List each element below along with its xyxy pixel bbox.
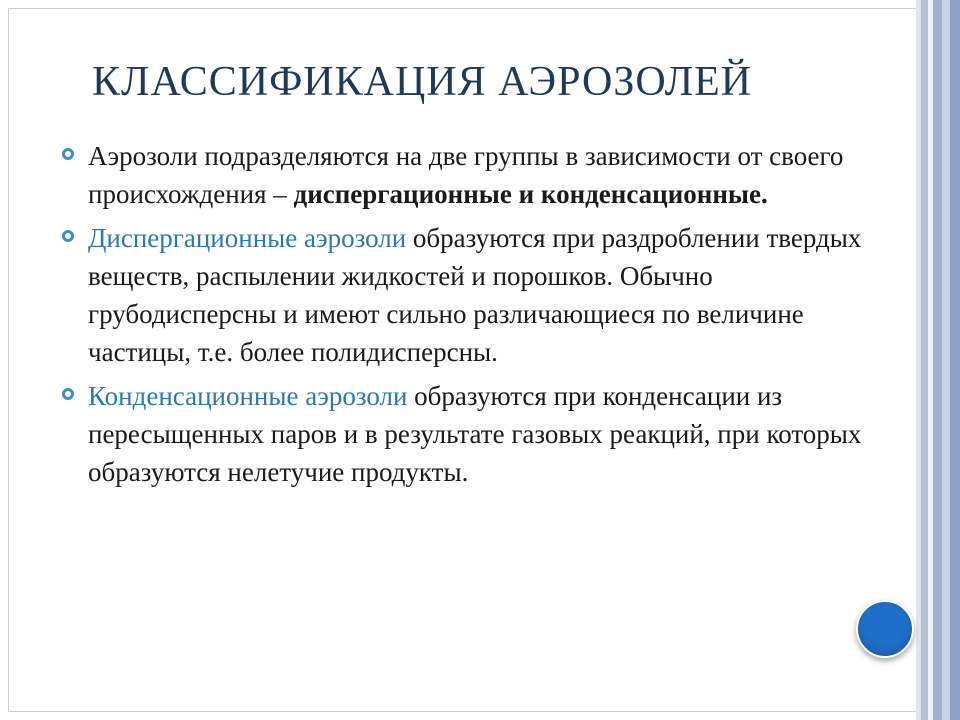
list-item: [62, 137, 882, 213]
bullet-list: [62, 137, 882, 497]
bullet-icon: [62, 148, 74, 160]
item-text: образуются при конденсации из пересыщенных паров и в результате газовых реакций, при которых образуются нелетучие продукты.: [88, 381, 862, 487]
item-bold-text: диспергационные и конденсационные.: [293, 179, 768, 209]
item-text: образуются при раздроблении твердых веществ, распылении жидкостей и порошков. Обычно грубодисперсны и имеют сильно различающиеся по величине частицы, т.е. более полидисперсны.: [88, 223, 862, 367]
slide-title: КЛАССИФИКАЦИЯ АЭРОЗОЛЕЙ: [92, 59, 753, 105]
item-term: Диспергационные аэрозоли: [88, 223, 407, 253]
bullet-icon: [62, 388, 74, 400]
bullet-icon: [62, 230, 74, 242]
circle-button[interactable]: [856, 600, 914, 658]
item-text: Аэрозоли подразделяются на две группы в зависимости от своего происхождения –: [88, 141, 844, 209]
list-item: [62, 377, 882, 491]
item-term: Конденсационные аэрозоли: [88, 381, 408, 411]
list-item: [62, 219, 882, 371]
decorative-stripes: [916, 0, 960, 720]
